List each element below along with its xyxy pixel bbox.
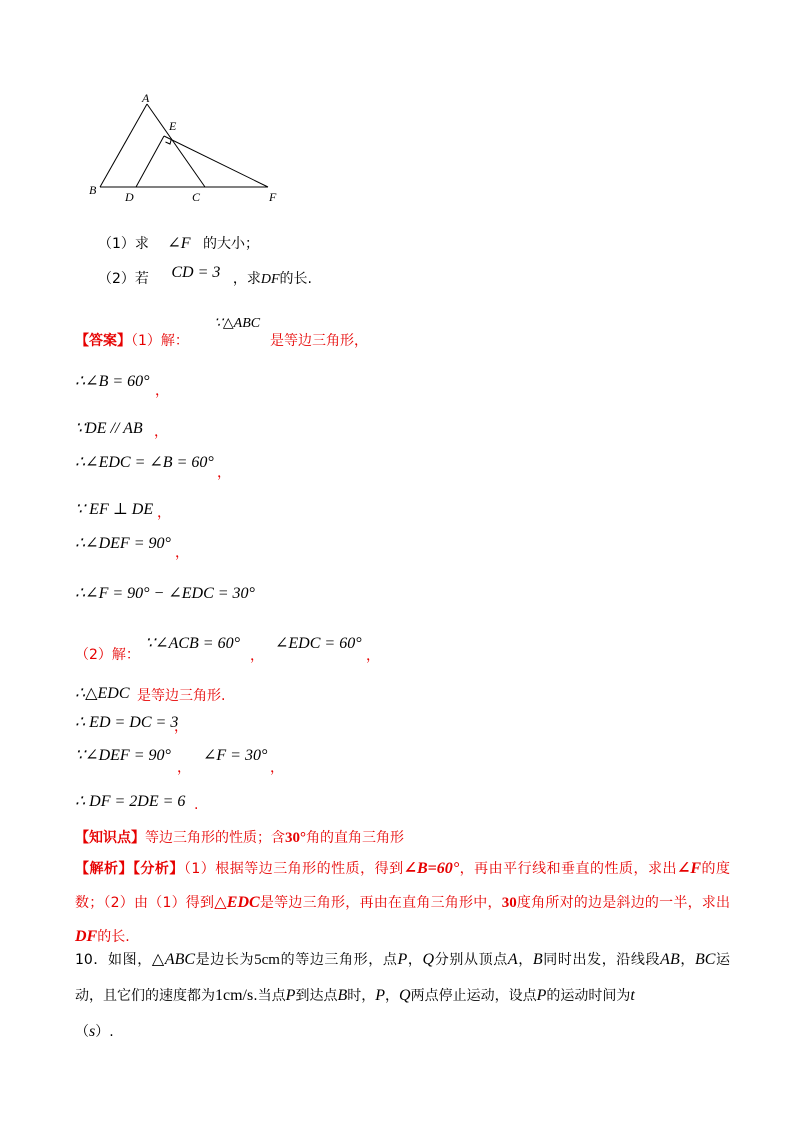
answer-s4: ∴∠EDC = ∠B = 60° — [75, 454, 214, 471]
triangle-figure — [85, 90, 290, 210]
comma-11b: ， — [270, 760, 284, 776]
label-F: F — [269, 190, 277, 204]
question-1: （1）求 ∠F 的大小； — [98, 235, 260, 252]
answer-s9-text: 是等边三角形. — [137, 688, 226, 704]
answer-s1-math: ∵△ABC — [214, 316, 261, 331]
knowledge-point: 【知识点】等边三角形的性质；含30°角的直角三角形 — [75, 830, 404, 846]
label-B: B — [89, 183, 97, 197]
comma-8a: ， — [250, 648, 264, 664]
answer-s12: ∴ DF = 2DE = 6 — [75, 793, 186, 810]
answer-line-1: 【答案】（1）解： — [75, 333, 189, 349]
problem-10: 10．如图，△ABC是边长为5cm的等边三角形，点P，Q分别从顶点A，B同时出发，沿线段AB，BC运动，且它们的速度都为1cm/s.当点P到达点B时，P，Q两点停止运动，设点P的运动时间为t （s）. — [75, 951, 731, 1040]
answer-s11b: ∠F = 30° — [203, 747, 268, 764]
comma-2: ， — [155, 383, 169, 399]
label-D: D — [125, 190, 134, 204]
answer-s8a: ∵∠ACB = 60° — [145, 635, 240, 652]
answer-s9-math: ∴△EDC — [75, 685, 130, 702]
period-12: . — [194, 797, 199, 813]
answer-s10: ∴ ED = DC = 3 — [75, 714, 179, 731]
comma-5: ， — [157, 505, 171, 521]
answer-s7: ∴∠F = 90° − ∠EDC = 30° — [75, 585, 255, 602]
answer-s2: ∴∠B = 60° — [75, 373, 150, 390]
answer-s8b: ∠EDC = 60° — [275, 635, 362, 652]
comma-3: ， — [154, 424, 168, 440]
comma-10: ， — [174, 719, 188, 735]
comma-6: ， — [175, 545, 189, 561]
comma-8b: ， — [366, 648, 380, 664]
comma-4: ， — [217, 465, 231, 481]
question-2: （2）若 CD = 3 ，求DF的长. — [98, 264, 312, 287]
answer-s3: ∵DE // AB — [75, 420, 143, 437]
answer-s1-text: 是等边三角形， — [270, 333, 368, 349]
label-C: C — [192, 190, 201, 204]
analysis-paragraph: 【解析】【分析】（1）根据等边三角形的性质，得到∠B=60°，再由平行线和垂直的性质，求出∠F的度数；（2）由（1）得到△EDC是等边三角形，再由在直角三角形中，30度角所对的边是斜边的一半，求出DF的长. — [75, 860, 731, 945]
label-A: A — [142, 91, 150, 105]
label-E: E — [169, 119, 177, 133]
answer-s5: ∵ EF ⊥ DE — [75, 501, 154, 518]
answer-s6: ∴∠DEF = 90° — [75, 535, 171, 552]
answer-s11a: ∵∠DEF = 90° — [75, 747, 171, 764]
answer-part2-intro: （2）解： — [75, 647, 140, 663]
comma-11a: ， — [177, 760, 191, 776]
